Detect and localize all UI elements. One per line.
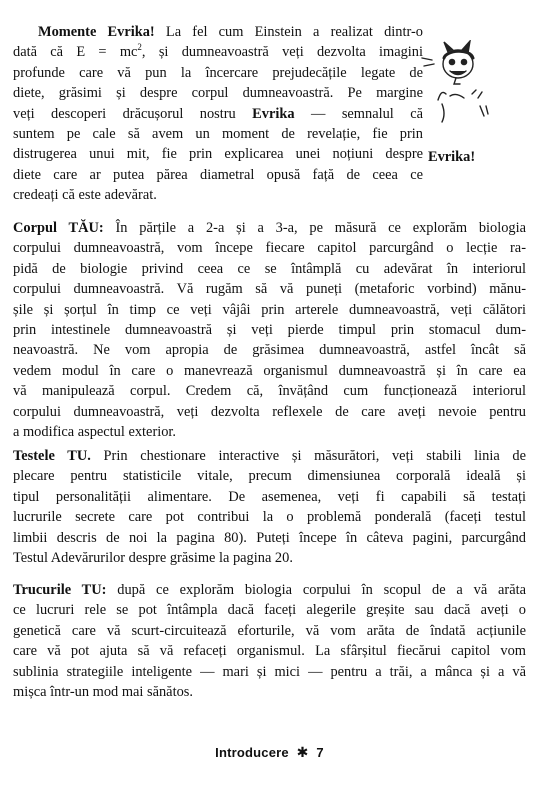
evrika-devil-icon	[420, 40, 490, 130]
evrika-label: Evrika!	[428, 149, 476, 165]
paragraph-line: lucrurile secrete care pot contribui la o problemă ponderală (faceți testul	[13, 509, 526, 526]
evrika-bold: Evrika	[252, 105, 295, 122]
paragraph-line: sublinia strategiile inteligente — mari și mici — pentru a trăi, a mânca și a vă	[13, 663, 526, 680]
paragraph-line: care vă pot ajuta să vă refaceți organismul. La sfârșitul fiecărui capitol vom	[13, 643, 526, 660]
paragraph-line: suntem pe cale să avem un moment de revelație, fie prin	[13, 126, 423, 143]
paragraph-line: genetică care vă scurt-circuitează eforturile, vă vom arăta de îndată acțiunile	[13, 622, 526, 639]
paragraph-line: Testele TU. Prin chestionare interactive și măsurători, veți stabili linia de	[13, 448, 526, 464]
section-heading-testele: Testele TU.	[13, 448, 91, 464]
asterisk-icon: ✱	[296, 744, 309, 760]
paragraph-line: corpului dumneavoastră. Vă rugăm să vă puneți (metaforic vorbind) mănu-	[13, 281, 526, 298]
section-testele	[13, 446, 526, 568]
paragraph-line: Momente Evrika! La fel cum Einstein a realizat dintr-o	[38, 24, 423, 40]
section-heading-corpul: Corpul TĂU:	[13, 220, 104, 236]
paragraph-line: veți descoperi drăcușorul nostru Evrika — semnalul că	[13, 105, 423, 122]
paragraph-line: Trucurile TU: după ce explorăm biologia corpului în scopul de a vă arăta	[13, 582, 526, 598]
paragraph-line: Testul Adevărurilor despre grăsime la pagina 20.	[13, 550, 293, 567]
paragraph-line: prin intestinele dumneavoastră și veți pierde timpul prin stomacul dum-	[13, 322, 526, 339]
paragraph-line: mișca într-un mod mai sănătos.	[13, 684, 193, 701]
paragraph-line: diete care ar putea părea diametral opusă față de ceea ce	[13, 166, 423, 183]
paragraph-line: profunde care vă pun la încercare prejudecățile legate de	[13, 64, 423, 81]
paragraph-line: corpului dumneavoastră, veți dezvolta reflexele de care aveți nevoie pentru	[13, 403, 526, 420]
section-heading-evrika: Momente Evrika!	[38, 24, 155, 40]
paragraph-line: șile și șorțul în timp ce veți vâjâi prin arterele dumneavoastră, veți călători	[13, 301, 526, 318]
section-trucurile	[13, 580, 526, 702]
paragraph-line: Corpul TĂU: În părțile a 2-a și a 3-a, pe măsură ce explorăm biologia	[13, 220, 526, 236]
section-heading-trucurile: Trucurile TU:	[13, 582, 107, 598]
superscript-2: 2	[137, 42, 142, 53]
paragraph-line: vedem modul în care o manevrează organismul dumneavoastră și în care ea	[13, 362, 526, 379]
paragraph-line: diete, grăsimi și despre corpul dumneavoastră. Pe margine	[13, 85, 423, 102]
section-evrika	[13, 22, 423, 206]
page-footer	[0, 744, 539, 761]
paragraph-line: a modifica aspectul exterior.	[13, 424, 177, 441]
paragraph-line: neavoastră. Ne vom apropia de grăsimea dumneavoastră, astfel încât să	[13, 342, 526, 359]
footer-chapter-title: Introducere	[215, 745, 289, 760]
paragraph-line: vă manipulează corpul. Credem că, învățând cum funcționează interiorul	[13, 383, 526, 400]
paragraph-line: limbii descris de noi la pagina 80). Puteți începe în câteva pagini, parcurgând	[13, 529, 526, 546]
paragraph-line: dată că $E = mc^2$, și dumneavoastră veți dezvolta imagini	[13, 42, 423, 61]
paragraph-line: tipul personalității alimentare. De asemenea, veți fi capabili să testați	[13, 488, 526, 505]
paragraph-line: plecare pentru statisticile vitale, precum dimensiunea corporală ideală și	[13, 468, 526, 485]
paragraph-line: ce lucruri rele se pot întâmpla dacă faceți alegerile greșite sau dacă aveți o	[13, 602, 526, 619]
section-corpul	[13, 218, 526, 442]
page-number: 7	[316, 745, 324, 760]
paragraph-line: distrugerea unui mit, fie prin explicarea unei noțiuni despre	[13, 146, 423, 163]
paragraph-line: corpului dumneavoastră, vom începe fiecare capitol parcurgând o lecție ra-	[13, 240, 526, 257]
paragraph-line: credeați că este adevărat.	[13, 187, 157, 204]
paragraph-line: pidă de biologie privind ceea ce se întâmplă cu adevărat în interiorul	[13, 260, 526, 277]
